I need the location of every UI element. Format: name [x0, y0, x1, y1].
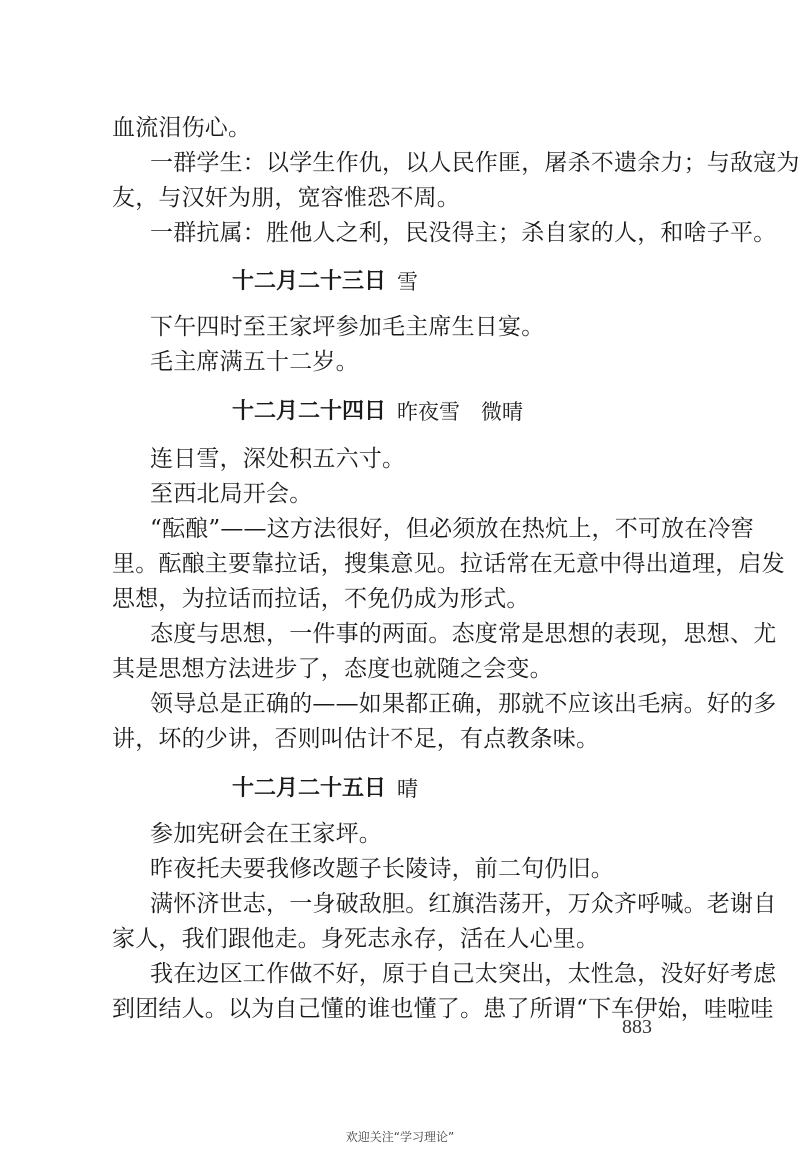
entry-date-heading: 十二月二十四日 [232, 399, 387, 424]
paragraph-line: 我在边区工作做不好，原于自己太突出，太性急，没好好考虑 [150, 961, 777, 987]
paragraph-line: 里。酝酿主要靠拉话，搜集意见。拉话常在无意中得出道理，启发 [112, 551, 785, 577]
paragraph-line: 一群学生：以学生作仇，以人民作匪，屠杀不遗余力；与敌寇为 [150, 150, 800, 176]
footer-watermark-text: 欢迎关注“学习理论” [345, 1130, 455, 1144]
paragraph-line: 其是思想方法进步了，态度也就随之会变。 [112, 656, 553, 682]
paragraph-line: 思想，为拉话而拉话，不免仍成为形式。 [112, 586, 530, 612]
paragraph-line: 血流泪伤心。 [112, 115, 252, 141]
entry-date-heading: 十二月二十三日 [232, 269, 387, 294]
entry-weather: 晴 [397, 777, 418, 801]
paragraph-line: 连日雪，深处积五六寸。 [150, 446, 406, 472]
entry-weather: 雪 [397, 270, 418, 294]
paragraph-line: 态度与思想，一件事的两面。态度常是思想的表现，思想、尤 [150, 621, 777, 647]
paragraph-line: 领导总是正确的——如果都正确，那就不应该出毛病。好的多 [150, 691, 777, 717]
paragraph-line: 至西北局开会。 [150, 481, 313, 507]
paragraph-line: 友，与汉奸为朋，宽容惟恐不周。 [112, 185, 460, 211]
paragraph-line: 到团结人。以为自己懂的谁也懂了。患了所谓“下车伊始，哇啦哇 [112, 996, 774, 1022]
paragraph-line: “酝酿”——这方法很好，但必须放在热炕上，不可放在冷窖 [150, 516, 754, 542]
paragraph-line: 家人，我们跟他走。身死志永存，活在人心里。 [112, 926, 600, 952]
paragraph-line: 昨夜托夫要我修改题子长陵诗，前二句仍旧。 [150, 856, 614, 882]
page-number: 883 [622, 1016, 652, 1038]
paragraph-line: 讲，坏的少讲，否则叫估计不足，有点教条味。 [112, 726, 600, 752]
entry-date-heading: 十二月二十五日 [232, 776, 387, 801]
entry-weather: 昨夜雪 微晴 [397, 400, 523, 424]
paragraph-line: 下午四时至王家坪参加毛主席生日宴。 [150, 314, 545, 340]
paragraph-line: 一群抗属：胜他人之利，民没得主；杀自家的人，和啥子平。 [150, 220, 777, 246]
paragraph-line: 参加宪研会在王家坪。 [150, 821, 382, 847]
paragraph-line: 满怀济世志，一身破敌胆。红旗浩荡开，万众齐呼喊。老谢自 [150, 891, 777, 917]
paragraph-line: 毛主席满五十二岁。 [150, 349, 359, 375]
